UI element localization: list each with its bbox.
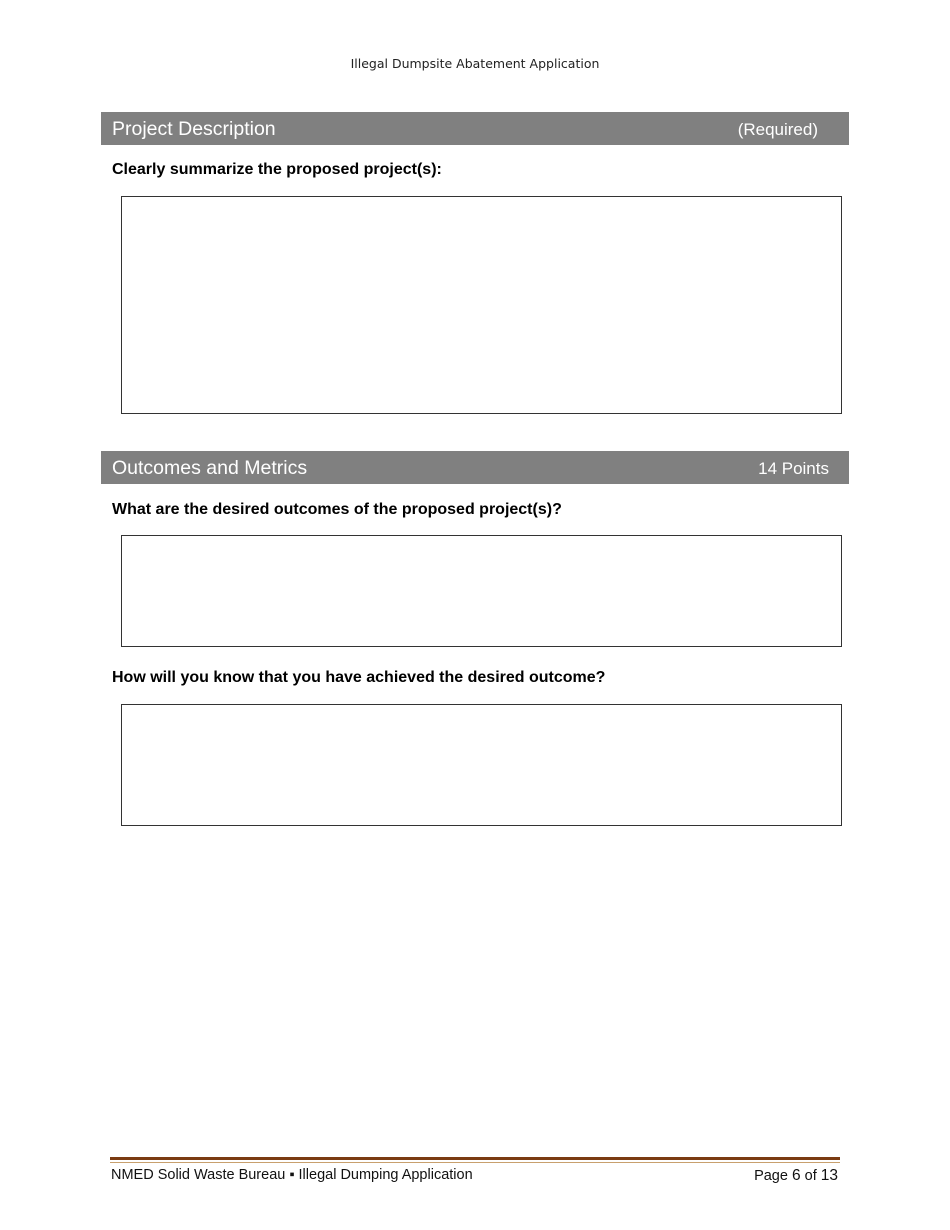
- desired-outcomes-field[interactable]: [121, 535, 842, 647]
- question-desired-outcomes: What are the desired outcomes of the proposed project(s)?: [112, 501, 562, 518]
- footer-text: NMED Solid Waste Bureau ▪ Illegal Dumping Application: [111, 1167, 473, 1183]
- current-page-number: 6: [791, 1167, 801, 1184]
- project-summary-field[interactable]: [121, 196, 842, 414]
- question-project-summary: Clearly summarize the proposed project(s):: [112, 161, 442, 178]
- total-pages-number: 13: [820, 1167, 838, 1184]
- section-header-project-description: [101, 112, 849, 145]
- of-word: of: [804, 1168, 817, 1184]
- footer-divider-thin: [110, 1162, 840, 1163]
- achievement-measure-field[interactable]: [121, 704, 842, 826]
- page-word: Page: [754, 1168, 788, 1184]
- question-achievement-measure: How will you know that you have achieved the desired outcome?: [112, 669, 606, 686]
- page-number: [754, 1167, 838, 1185]
- section-header-outcomes-metrics: [101, 451, 849, 484]
- footer-divider: [110, 1157, 840, 1160]
- section-title: Outcomes and Metrics: [112, 457, 308, 479]
- section-required-tag: (Required): [737, 120, 818, 139]
- running-header: Illegal Dumpsite Abatement Application: [350, 56, 600, 71]
- section-title: Project Description: [112, 118, 276, 140]
- section-points-tag: 14 Points: [758, 459, 829, 478]
